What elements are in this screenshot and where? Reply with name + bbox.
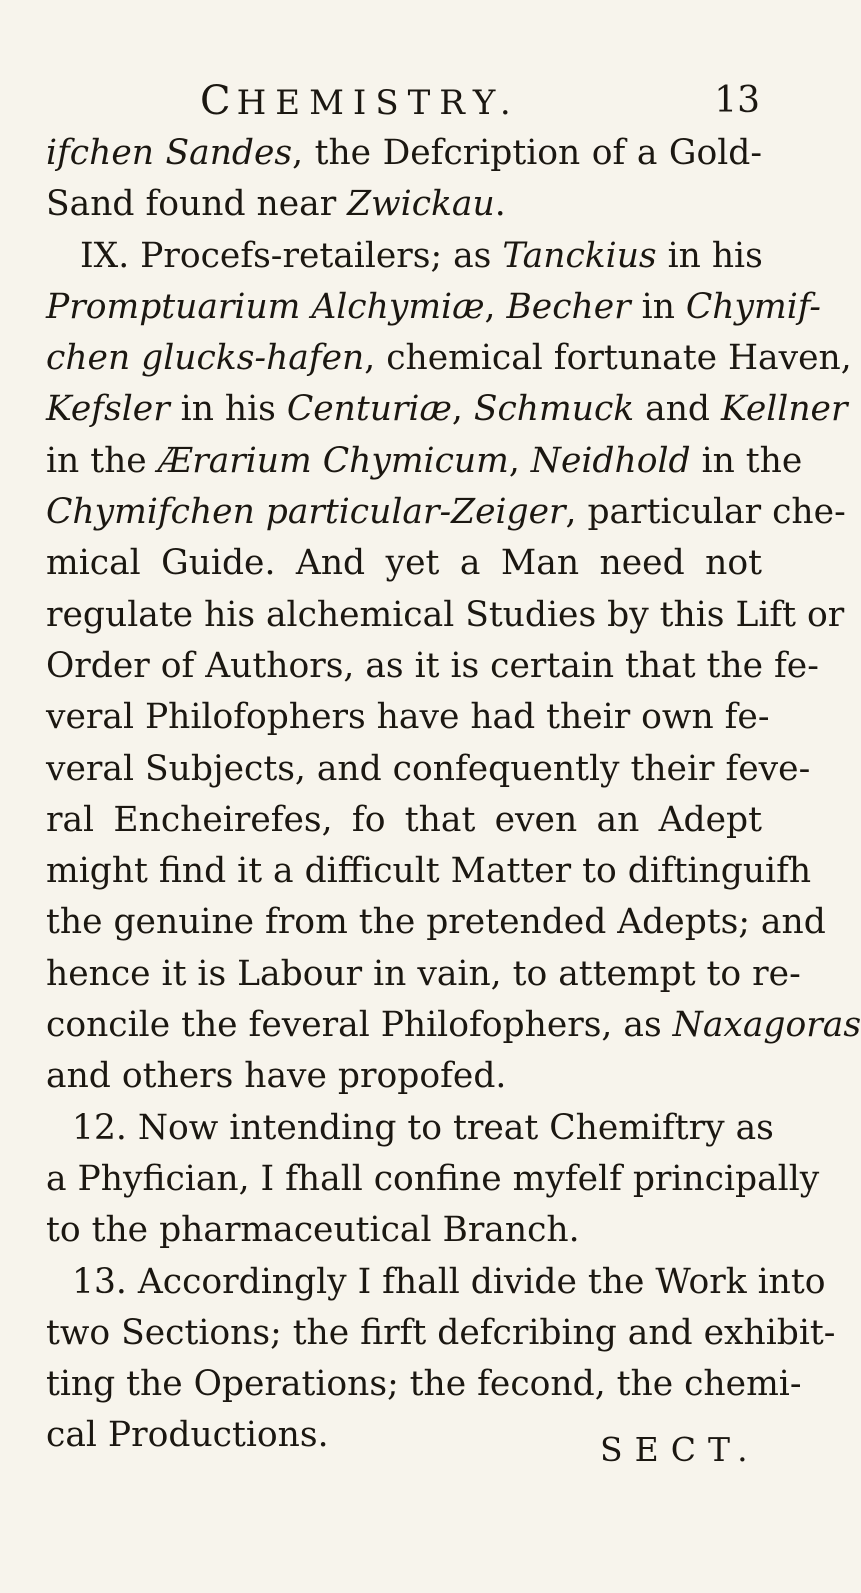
italic-text: Tanckius (502, 235, 657, 276)
text-run: ting the Operations; the fecond, the chemi- (46, 1364, 802, 1405)
text-line (46, 1308, 836, 1359)
running-head-initial: C (200, 78, 237, 124)
text-run: IX. Procefs-retailers; as (80, 235, 503, 276)
text-run: to the pharmaceutical Branch. (46, 1210, 580, 1251)
text-line (46, 1103, 774, 1154)
text-line (46, 692, 770, 743)
italic-text: Chymif- (685, 286, 821, 327)
page-header (200, 78, 760, 128)
text-run: and (634, 389, 721, 430)
text-run: mical Guide. And yet a Man need not (46, 543, 762, 584)
text-run: in (630, 286, 686, 327)
italic-text: Naxagoras (672, 1005, 861, 1046)
text-run: regulate his alchemical Studies by this Lift or (46, 594, 845, 635)
text-line (46, 641, 819, 692)
text-run: and others have propofed. (46, 1056, 507, 1097)
text-run: cal Productions. (46, 1415, 329, 1456)
italic-text: Becher (506, 286, 631, 327)
text-run: in his (169, 389, 287, 430)
text-line (46, 231, 762, 282)
text-line (46, 282, 821, 333)
text-line (46, 744, 811, 795)
running-head (200, 78, 520, 124)
text-line (46, 795, 762, 846)
text-line (46, 436, 803, 487)
text-line (46, 1051, 762, 1102)
text-line (46, 949, 801, 1000)
text-run: , (484, 286, 507, 327)
italic-text: Promptuarium Alchymiæ (46, 286, 485, 327)
text-run: two Sections; the firft defcribing and exhibit- (46, 1312, 836, 1353)
text-run: , chemical fortunate Haven, (364, 338, 852, 379)
text-run: in his (656, 235, 763, 276)
text-run: in the (46, 440, 158, 481)
text-run: Order of Authors, as it is certain that the fe- (46, 645, 819, 686)
text-line (46, 1359, 802, 1410)
text-run: 13. Accordingly I fhall divide the Work into (72, 1261, 826, 1302)
text-line (46, 1205, 762, 1256)
catchword: SECT. (600, 1430, 760, 1469)
text-line (46, 1154, 820, 1205)
text-run: hence it is Labour in vain, to attempt to re- (46, 953, 801, 994)
text-run: the genuine from the pretended Adepts; and (46, 902, 826, 943)
text-run: 12. Now intending to treat Chemiftry as (72, 1107, 774, 1148)
text-run: Sand found near (46, 184, 348, 225)
text-run: , (451, 389, 474, 430)
text-line (46, 590, 845, 641)
text-line (46, 487, 846, 538)
italic-text: Chymifchen particular-Zeiger (46, 492, 566, 533)
text-run: veral Philofophers have had their own fe- (46, 697, 770, 738)
text-run: concile the feveral Philofophers, as (46, 1005, 673, 1046)
text-line (46, 846, 812, 897)
text-line (46, 384, 848, 435)
text-run: , the Defcription of a Gold- (292, 133, 763, 173)
text-line (46, 1257, 826, 1308)
text-run: ral Encheirefes, fo that even an Adept (46, 799, 762, 840)
body-text (46, 128, 861, 1462)
italic-text: Schmuck (473, 389, 635, 430)
text-run: a Phyfician, I fhall confine myfelf principally (46, 1158, 820, 1199)
text-run: , particular che- (565, 492, 846, 533)
text-run: in the (690, 440, 803, 481)
text-line (46, 333, 852, 384)
text-line (46, 897, 826, 948)
italic-text: Ærarium Chymicum (157, 440, 509, 481)
running-head-rest: HEMISTRY. (236, 83, 520, 123)
text-run: , (508, 440, 531, 481)
italic-text: Kellner (720, 389, 848, 430)
italic-text: Zwickau (347, 184, 495, 225)
italic-text: Centuriæ (286, 389, 452, 430)
italic-text: chen glucks-hafen (46, 338, 365, 379)
text-run: veral Subjects, and confequently their feve- (46, 748, 811, 789)
text-run: might find it a difficult Matter to diftinguifh (46, 851, 812, 892)
text-line (46, 538, 762, 589)
page-number: 13 (714, 80, 760, 121)
text-line (46, 128, 762, 179)
text-run: . (494, 184, 506, 225)
italic-text: Neidhold (530, 440, 691, 481)
text-line (46, 179, 762, 230)
italic-text: Kefsler (46, 389, 170, 430)
italic-text: ifchen Sandes (46, 133, 293, 173)
text-line (46, 1000, 861, 1051)
